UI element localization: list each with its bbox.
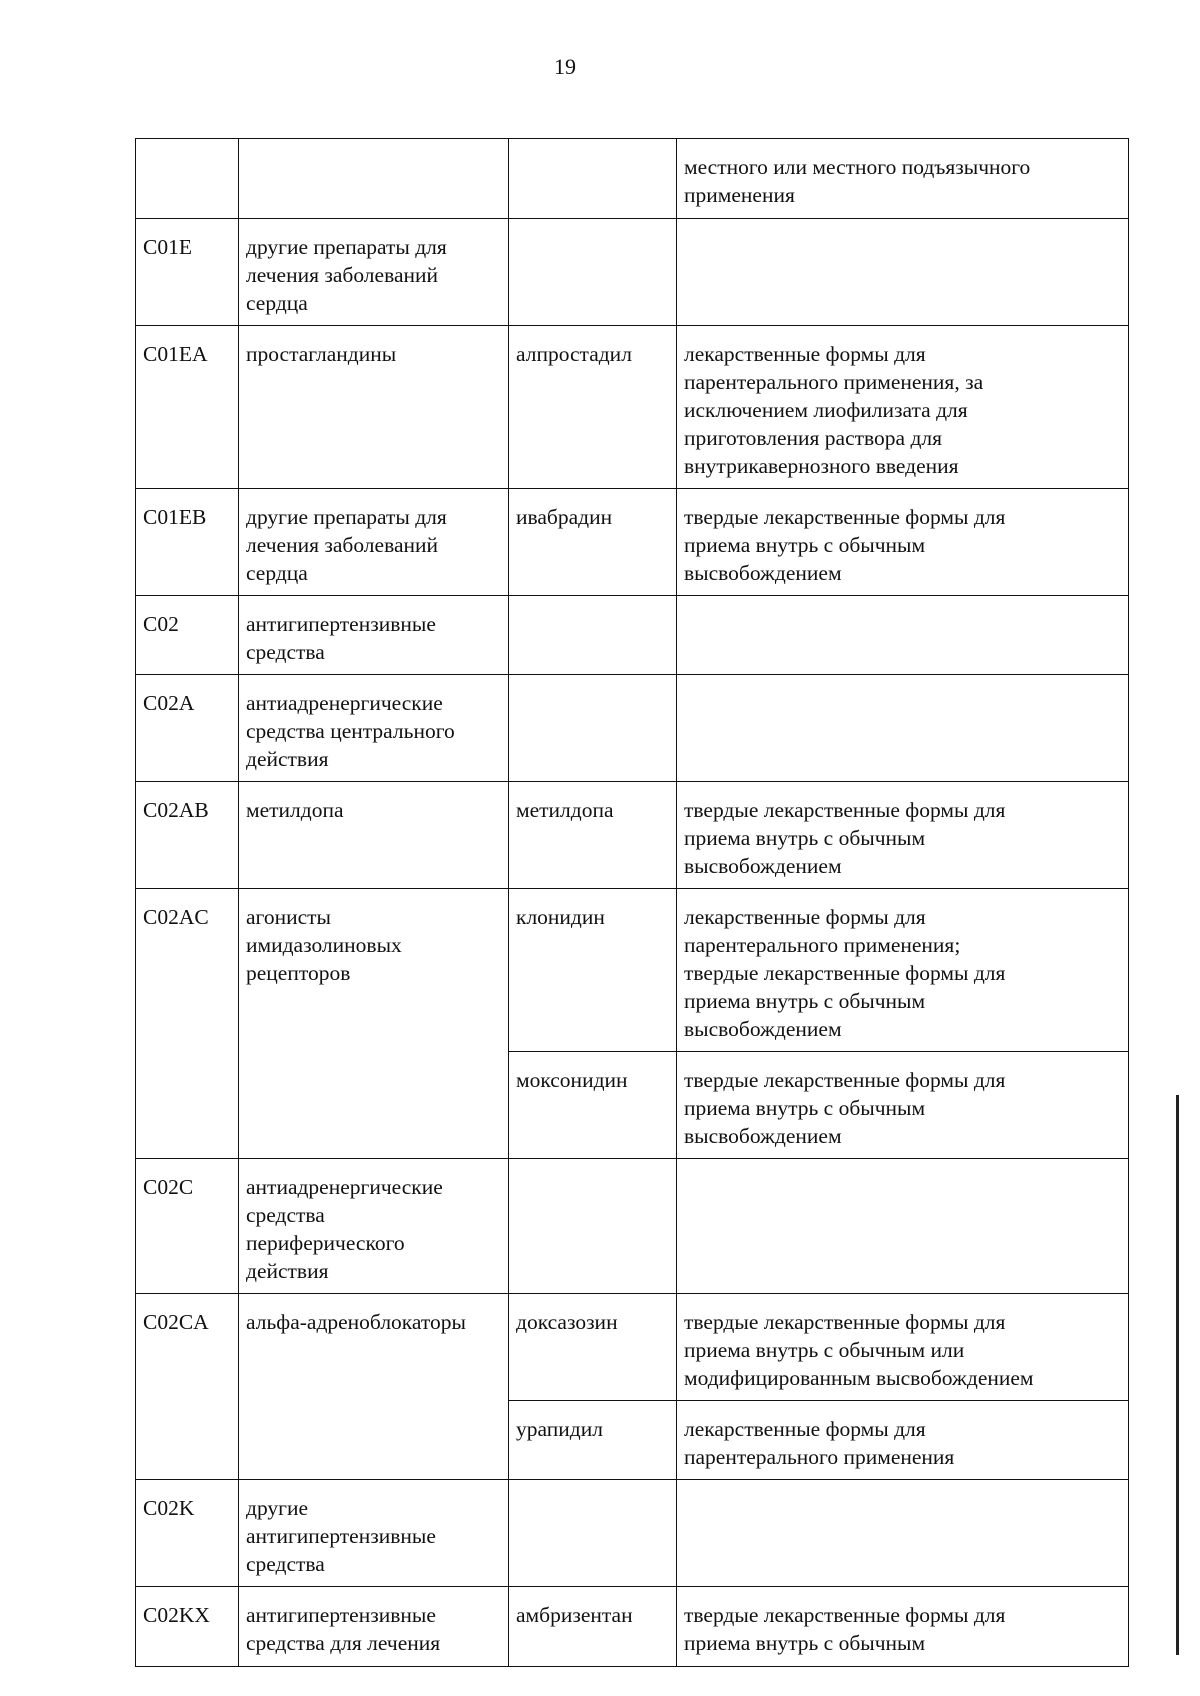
group-name-cell: альфа-адреноблокаторы [239,1294,509,1480]
dosage-form-cell: лекарственные формы для парентерального применения [677,1401,1129,1480]
atc-code-cell [136,139,239,219]
group-name-cell: другие препараты для лечения заболеваний сердца [239,219,509,326]
group-name-cell: антигипертензивные средства [239,596,509,675]
atc-code-cell: C02KX [136,1587,239,1667]
table-row [136,219,1129,326]
group-name-cell: антиадренергические средства периферического действия [239,1159,509,1294]
atc-code-cell: C02 [136,596,239,675]
table-row [136,782,1129,889]
group-name-cell: другие препараты для лечения заболеваний сердца [239,489,509,596]
table-row [136,1480,1129,1587]
group-name-cell: простагландины [239,326,509,489]
page-number: 19 [554,54,576,79]
atc-code-cell: C02AB [136,782,239,889]
table-row [136,596,1129,675]
group-name-cell: антиадренергические средства центрального действия [239,675,509,782]
table-row [136,139,1129,219]
dosage-form-cell [677,1159,1129,1294]
atc-drug-table [135,138,1129,1667]
substance-cell [509,675,677,782]
dosage-form-cell: лекарственные формы для парентерального применения; твердые лекарственные формы для приема внутрь с обычным высвобождением [677,889,1129,1052]
substance-cell [509,596,677,675]
dosage-form-cell [677,1480,1129,1587]
table-row [136,489,1129,596]
dosage-form-cell: твердые лекарственные формы для приема внутрь с обычным высвобождением [677,1052,1129,1159]
group-name-cell: агонисты имидазолиновых рецепторов [239,889,509,1159]
substance-cell [509,139,677,219]
atc-code-cell: C01EA [136,326,239,489]
atc-code-cell: C02C [136,1159,239,1294]
substance-cell: урапидил [509,1401,677,1480]
table-row [136,326,1129,489]
atc-code-cell: C02CA [136,1294,239,1480]
atc-code-cell: C01EB [136,489,239,596]
substance-cell: амбризентан [509,1587,677,1667]
substance-cell: клонидин [509,889,677,1052]
substance-cell: доксазозин [509,1294,677,1401]
dosage-form-cell [677,219,1129,326]
substance-cell: ивабрадин [509,489,677,596]
group-name-cell: другие антигипертензивные средства [239,1480,509,1587]
substance-cell: моксонидин [509,1052,677,1159]
dosage-form-cell: твердые лекарственные формы для приема внутрь с обычным [677,1587,1129,1667]
atc-code-cell: C02K [136,1480,239,1587]
scan-edge-line [1176,1095,1179,1655]
substance-cell [509,1159,677,1294]
dosage-form-cell [677,596,1129,675]
dosage-form-cell [677,675,1129,782]
atc-code-cell: C02A [136,675,239,782]
table-row [136,1587,1129,1667]
table-row [136,675,1129,782]
atc-code-cell: C01E [136,219,239,326]
dosage-form-cell: твердые лекарственные формы для приема внутрь с обычным высвобождением [677,489,1129,596]
group-name-cell: антигипертензивные средства для лечения [239,1587,509,1667]
dosage-form-cell: местного или местного подъязычного применения [677,139,1129,219]
table-row [136,1159,1129,1294]
dosage-form-cell: твердые лекарственные формы для приема внутрь с обычным высвобождением [677,782,1129,889]
substance-cell [509,1480,677,1587]
dosage-form-cell: твердые лекарственные формы для приема внутрь с обычным или модифицированным высвобождением [677,1294,1129,1401]
table-row [136,1294,1129,1401]
group-name-cell [239,139,509,219]
substance-cell [509,219,677,326]
substance-cell: метилдопа [509,782,677,889]
atc-code-cell: C02AC [136,889,239,1159]
table-row [136,889,1129,1052]
substance-cell: алпростадил [509,326,677,489]
group-name-cell: метилдопа [239,782,509,889]
dosage-form-cell: лекарственные формы для парентерального применения, за исключением лиофилизата для приготовления раствора для внутрикавернозного введения [677,326,1129,489]
